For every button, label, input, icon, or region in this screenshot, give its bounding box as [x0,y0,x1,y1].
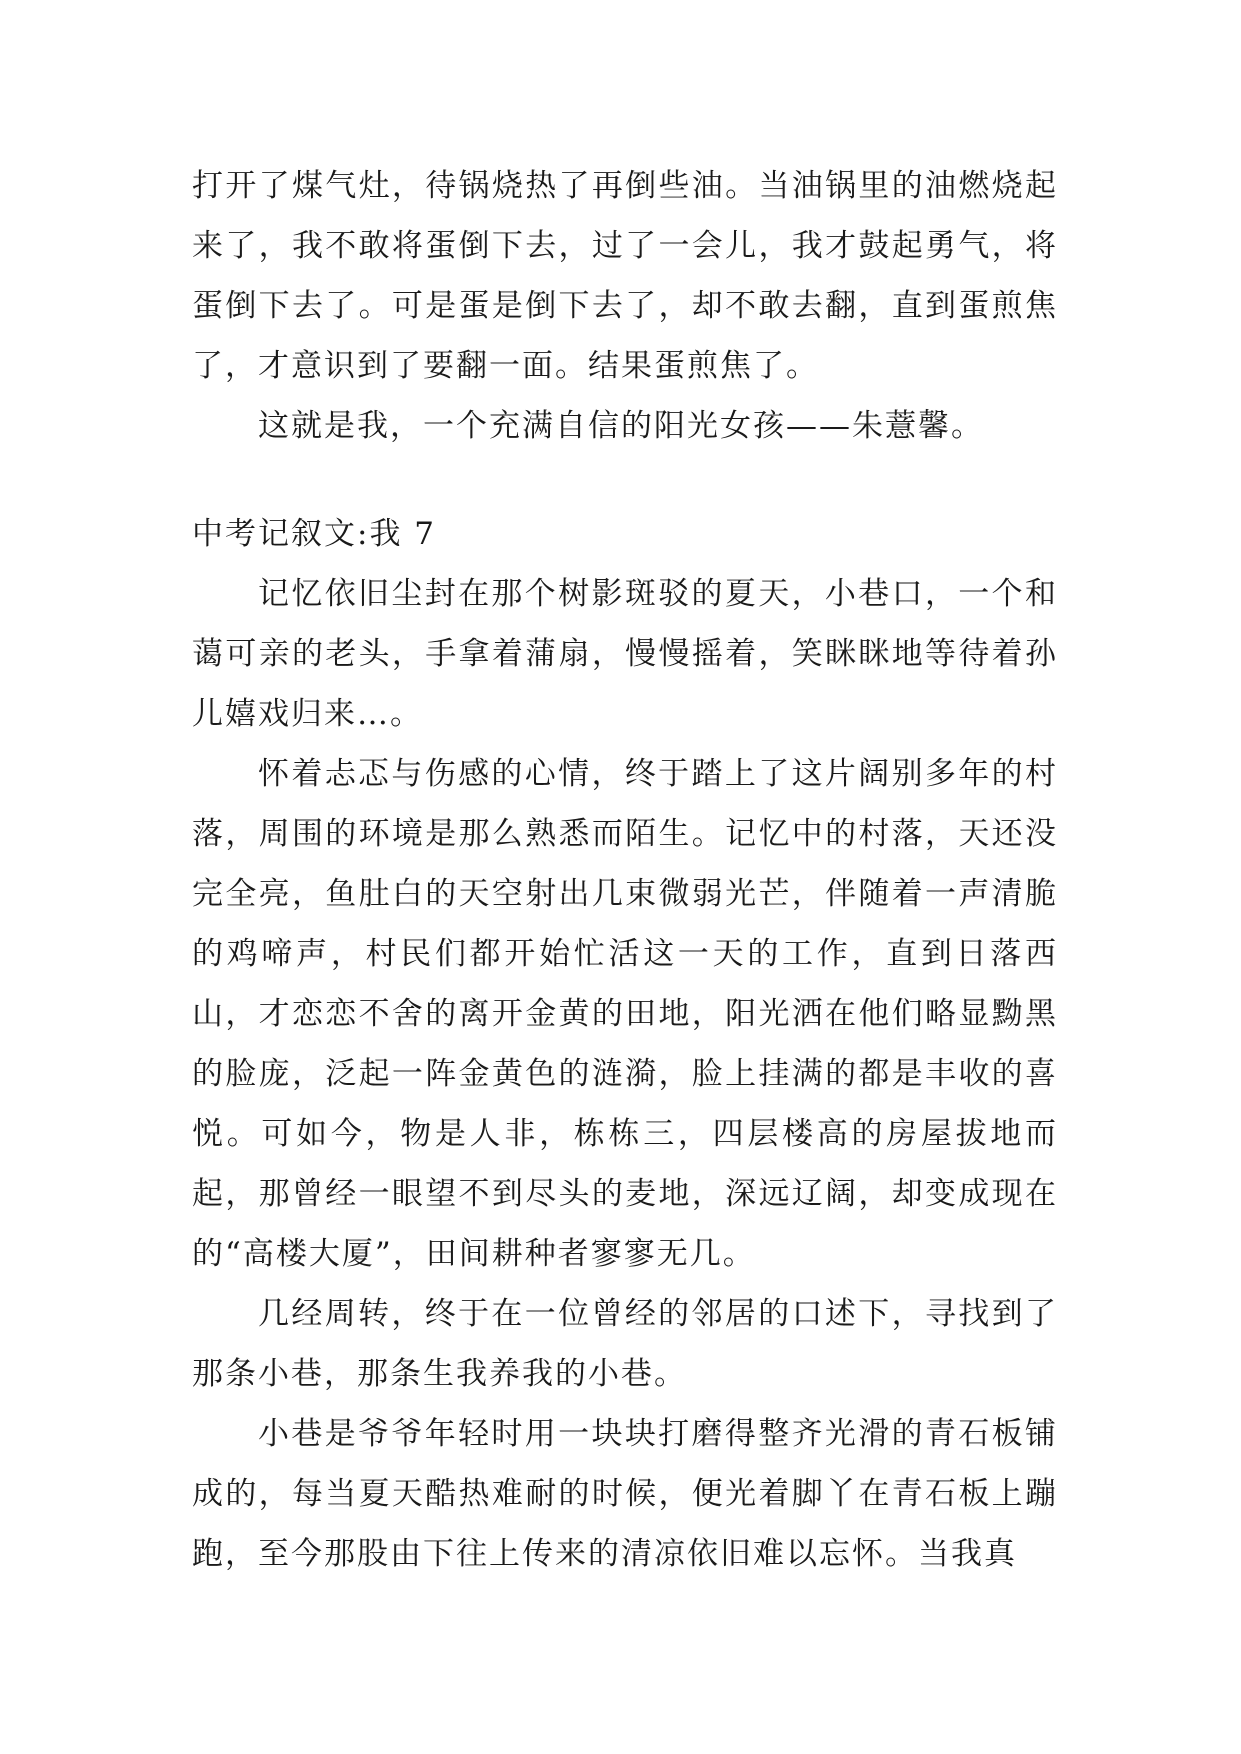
paragraph: 怀着忐忑与伤感的心情，终于踏上了这片阔别多年的村落，周围的环境是那么熟悉而陌生。记忆中的村落，天还没完全亮，鱼肚白的天空射出几束微弱光芒，伴随着一声清脆的鸡啼声，村民们都开始忙活这一天的工作，直到日落西山，才恋恋不舍的离开金黄的田地，阳光洒在他们略显黝黑的脸庞，泛起一阵金黄色的涟漪，脸上挂满的都是丰收的喜悦。可如今，物是人非，栋栋三，四层楼高的房屋拔地而起，那曾经一眼望不到尽头的麦地，深远辽阔，却变成现在的“高楼大厦”，田间耕种者寥寥无几。 [192,756,1058,1272]
paragraph-closing: 这就是我，一个充满自信的阳光女孩——朱薏馨。 [258,408,984,444]
section-one [192,156,1058,456]
section-title: 中考记叙文:我 7 [192,516,437,552]
paragraph: 几经周转，终于在一位曾经的邻居的口述下，寻找到了那条小巷，那条生我养我的小巷。 [192,1296,1058,1392]
paragraph: 记忆依旧尘封在那个树影斑驳的夏天，小巷口，一个和蔼可亲的老头，手拿着蒲扇，慢慢摇着，笑眯眯地等待着孙儿嬉戏归来…。 [192,576,1058,732]
paragraph-continuation: 打开了煤气灶，待锅烧热了再倒些油。当油锅里的油燃烧起来了，我不敢将蛋倒下去，过了一会儿，我才鼓起勇气，将蛋倒下去了。可是蛋是倒下去了，却不敢去翻，直到蛋煎焦了，才意识到了要翻一面。结果蛋煎焦了。 [192,168,1058,384]
section-two [192,504,1058,1584]
paragraph: 小巷是爷爷年轻时用一块块打磨得整齐光滑的青石板铺成的，每当夏天酷热难耐的时候，便光着脚丫在青石板上蹦跑，至今那股由下往上传来的清凉依旧难以忘怀。当我真 [192,1416,1058,1572]
